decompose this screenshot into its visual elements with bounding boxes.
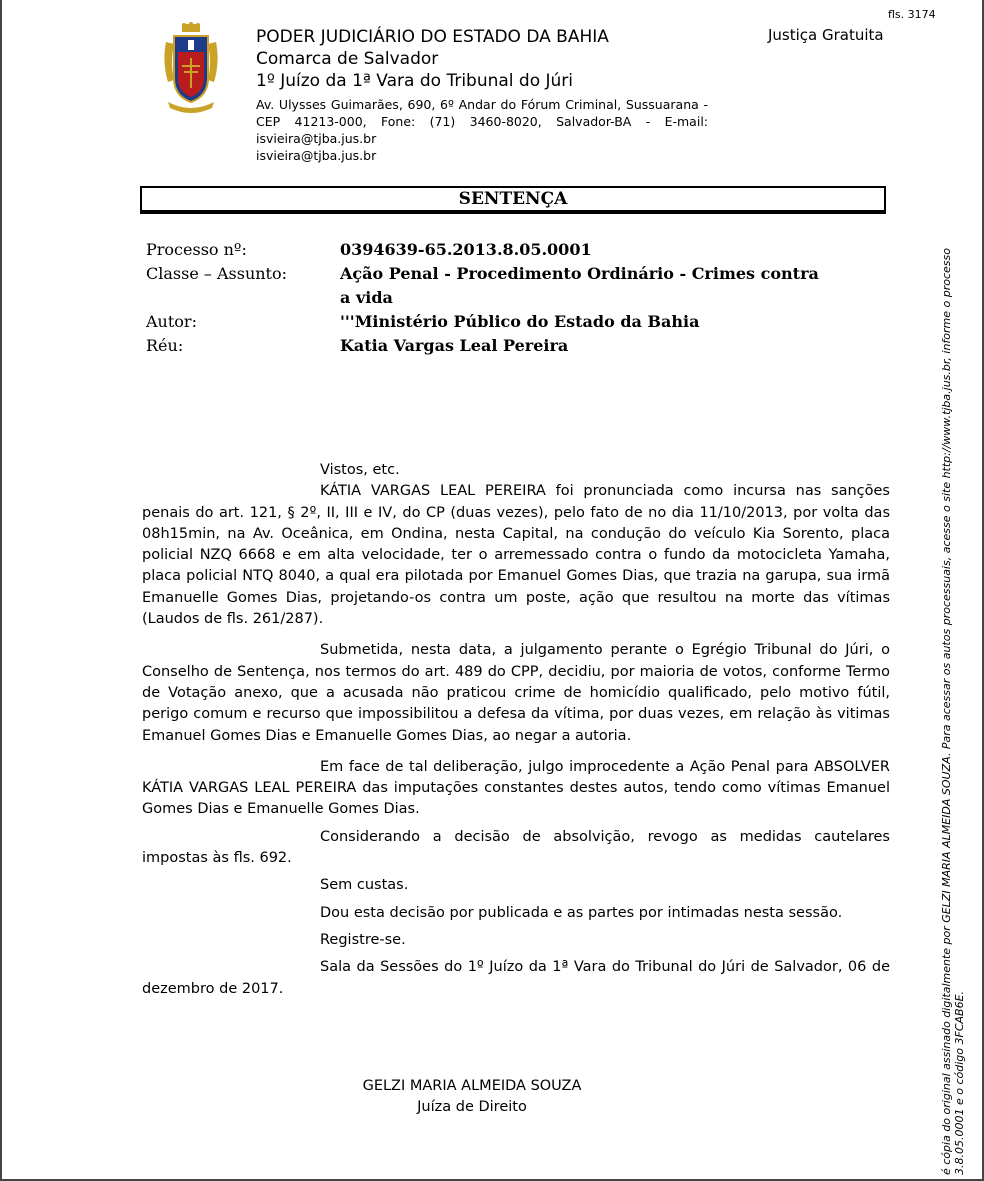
paragraph-julgamento: Submetida, nesta data, a julgamento perante o Egrégio Tribunal do Júri, o Conselho de Sentença, nos termos do art. 489 do CPP, decidiu, por maioria de votos, conforme Termo de Votação anexo, que a acusada não praticou crime de homicídio qualificado, pelo motivo fútil, perigo comum e recurso que impossibilitou a defesa da vítima, por duas vezes, em relação às vitimas Emanuel Gomes Dias e Emanuelle Gomes Dias, ao negar a autoria. xyxy=(142,642,890,744)
meta-row-classe xyxy=(146,262,846,310)
meta-label: Réu: xyxy=(146,336,184,355)
sentence-body xyxy=(142,460,890,1000)
paragraph-deliberacao: Em face de tal deliberação, julgo improcedente a Ação Penal para ABSOLVER KÁTIA VARGAS LEAL PEREIRA das imputações constantes destes autos, tendo como vítimas Emanuel Gomes Dias e Emanuelle Gomes Dias. xyxy=(142,758,890,818)
folio-number: fls. 3174 xyxy=(888,8,936,21)
comarca-name: Comarca de Salvador xyxy=(256,49,439,69)
meta-value: 0394639-65.2013.8.05.0001 xyxy=(340,240,592,259)
court-name: PODER JUDICIÁRIO DO ESTADO DA BAHIA xyxy=(256,27,609,47)
signature-block xyxy=(302,1076,642,1118)
meta-row-reu xyxy=(146,334,846,358)
meta-value: Katia Vargas Leal Pereira xyxy=(340,336,569,355)
digital-signature-note xyxy=(940,155,966,1175)
meta-value: '''Ministério Público do Estado da Bahia xyxy=(340,312,700,331)
paragraph-pronuncia: KÁTIA VARGAS LEAL PEREIRA foi pronunciada como incursa nas sanções penais do art. 121, § 2º, II, III e IV, do CP (duas vezes), pelo fato de no dia 11/10/2013, por volta das 08h15min, na Av. Oceânica, em Ondina, nesta Capital, na condução do veículo Kia Sorento, placa policial NZQ 6668 e em alta velocidade, ter o arremessado contra o fundo da motocicleta Yamaha, placa policial NTQ 8040, a qual era pilotada por Emanuel Gomes Dias, que trazia na garupa, sua irmã Emanuelle Gomes Dias, projetando-os contra um poste, ação que resultou na morte das vítimas (Laudos de fls. 261/287). xyxy=(142,483,890,628)
paragraph-publicacao: Dou esta decisão por publicada e as partes por intimadas nesta sessão. xyxy=(320,904,843,921)
paragraph-data-local: Sala da Sessões do 1º Juízo da 1ª Vara do Tribunal do Júri de Salvador, 06 de dezembro de 2017. xyxy=(142,959,890,997)
court-header xyxy=(256,26,609,92)
meta-label: Processo nº: xyxy=(146,240,247,259)
case-metadata xyxy=(146,238,846,358)
bahia-coat-of-arms-icon xyxy=(162,22,220,114)
meta-row-processo xyxy=(146,238,846,262)
justica-gratuita-label: Justiça Gratuita xyxy=(768,26,884,44)
paragraph-custas: Sem custas. xyxy=(320,877,409,894)
meta-value: Ação Penal - Procedimento Ordinário - Crimes contra a vida xyxy=(340,264,819,307)
paragraph-vistos: Vistos, etc. xyxy=(320,462,400,478)
judge-name: GELZI MARIA ALMEIDA SOUZA xyxy=(362,1078,582,1094)
meta-row-autor xyxy=(146,310,846,334)
document-title: SENTENÇA xyxy=(140,186,886,212)
side-note-line2: 3.8.05.0001 e o código 3FCAB6E. xyxy=(953,990,966,1175)
court-email: isvieira@tjba.jus.br xyxy=(256,148,377,163)
paragraph-cautelares: Considerando a decisão de absolvição, revogo as medidas cautelares impostas às fls. 692. xyxy=(142,828,890,867)
meta-label: Classe – Assunto: xyxy=(146,264,287,283)
judge-role: Juíza de Direito xyxy=(417,1099,527,1115)
court-address: Av. Ulysses Guimarães, 690, 6º Andar do Fórum Criminal, Sussuarana - CEP 41213-000, Fone: (71) 3460-8020, Salvador-BA - E-mail: isvieira@tjba.jus.br xyxy=(256,97,708,146)
juizo-name: 1º Juízo da 1ª Vara do Tribunal do Júri xyxy=(256,71,574,91)
paragraph-registre: Registre-se. xyxy=(320,931,406,948)
meta-label: Autor: xyxy=(146,312,197,331)
side-note-line1: é cópia do original assinado digitalmente por GELZI MARIA ALMEIDA SOUZA. Para acessar os autos processuais, acesse o site http://www.tjba.jus.br, informe o processo xyxy=(940,248,953,1175)
